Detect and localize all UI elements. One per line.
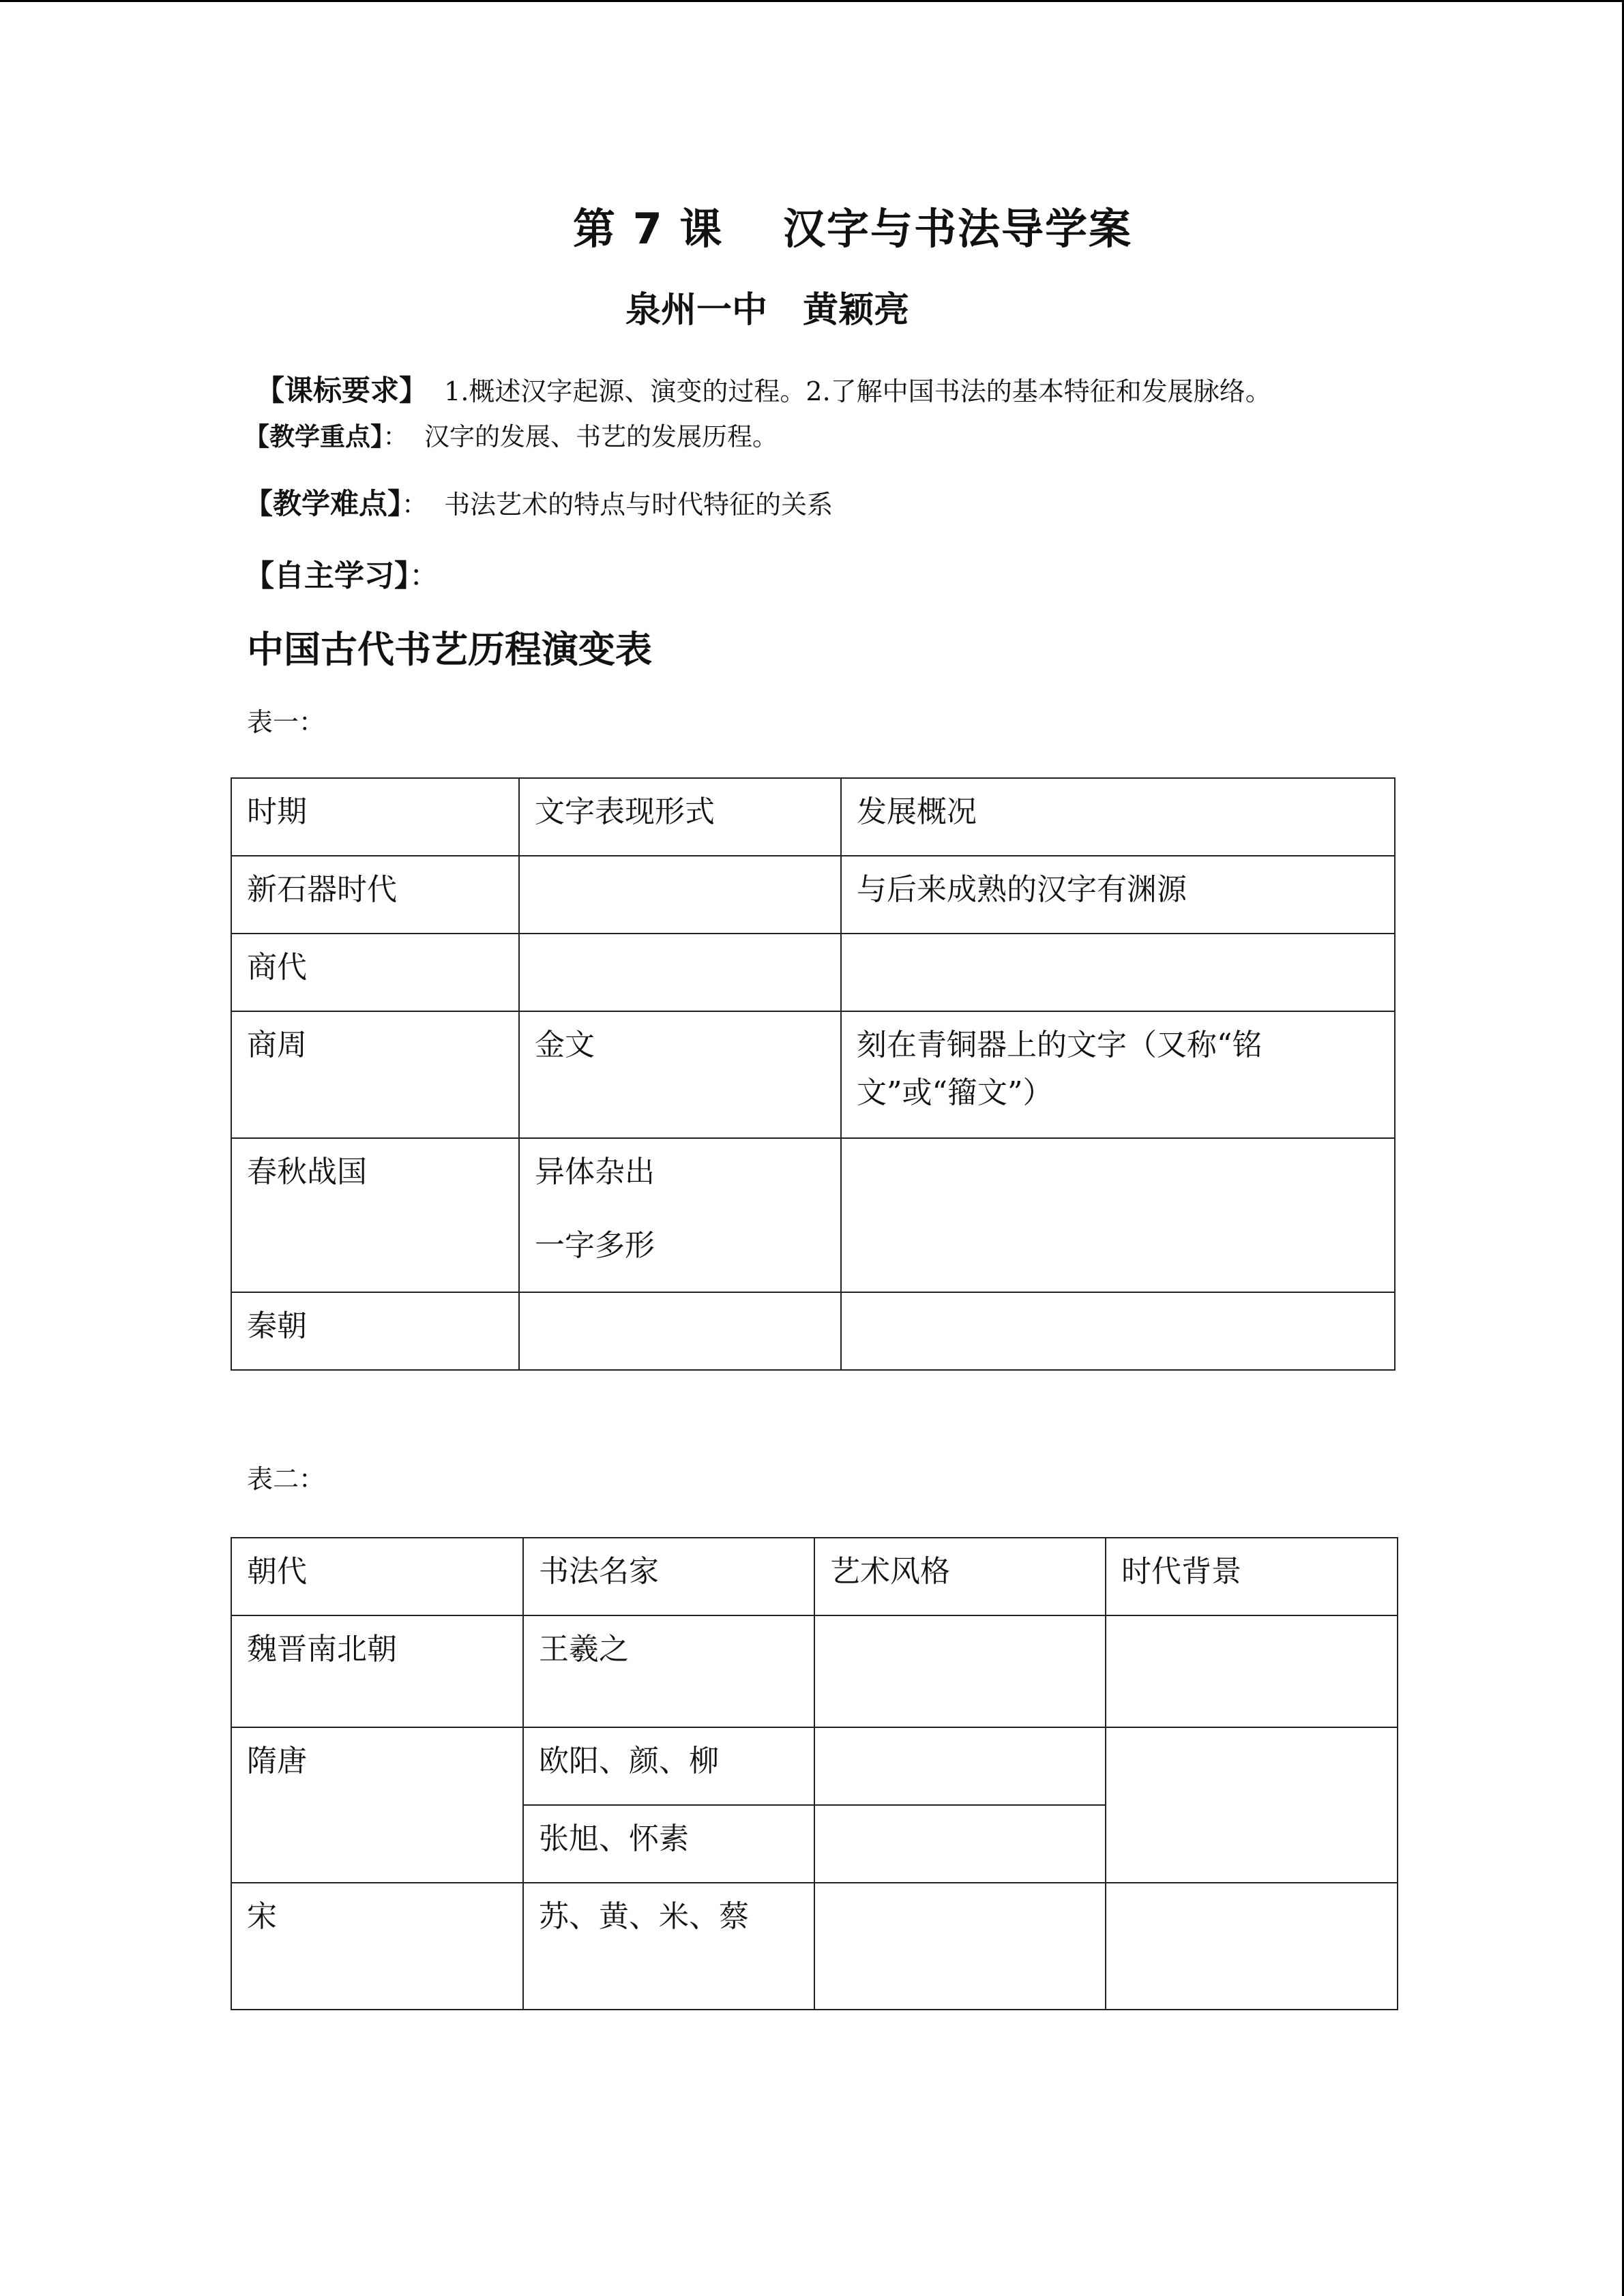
table1-header-cell: 文字表现形式 xyxy=(519,778,841,856)
difficulty-line xyxy=(244,481,833,522)
table-row xyxy=(231,1727,1398,1805)
table-cell xyxy=(519,856,841,934)
focus-text: ： 汉字的发展、书艺的发展历程。 xyxy=(383,422,778,451)
section-title: 中国古代书艺历程演变表 xyxy=(247,628,652,671)
table2-label: 表二： xyxy=(247,1464,325,1494)
table-cell xyxy=(1106,1615,1398,1727)
table-cell: 春秋战国 xyxy=(231,1138,519,1292)
table-cell xyxy=(814,1615,1106,1727)
table-row xyxy=(231,856,1395,934)
table-cell: 商周 xyxy=(231,1011,519,1138)
table-cell xyxy=(841,934,1395,1011)
table-row xyxy=(231,1883,1398,2010)
requirements-text: 1.概述汉字起源、演变的过程。2.了解中国书法的基本特征和发展脉络。 xyxy=(428,376,1271,406)
table-cell: 宋 xyxy=(231,1883,523,2010)
self-study-label: 【自主学习】 xyxy=(244,558,409,593)
table1 xyxy=(231,777,1396,1371)
table-cell xyxy=(814,1727,1106,1805)
table-row xyxy=(231,934,1395,1011)
table-row xyxy=(231,1615,1398,1727)
table2-header-cell: 时代背景 xyxy=(1106,1538,1398,1615)
self-study-suffix: ： xyxy=(409,558,439,593)
table-cell xyxy=(519,1138,841,1292)
table-cell: 商代 xyxy=(231,934,519,1011)
table2-header-cell: 艺术风格 xyxy=(814,1538,1106,1615)
focus-label: 【教学重点】 xyxy=(244,422,383,451)
table-cell: 欧阳、颜、柳 xyxy=(523,1727,814,1805)
table2 xyxy=(231,1537,1398,2010)
table2-header-cell: 朝代 xyxy=(231,1538,523,1615)
table-cell xyxy=(814,1805,1106,1883)
table1-header-cell: 发展概况 xyxy=(841,778,1395,856)
page-title: 第 7 课 汉字与书法导学案 xyxy=(573,204,1132,254)
table-cell: 与后来成熟的汉字有渊源 xyxy=(841,856,1395,934)
table-cell: 秦朝 xyxy=(231,1292,519,1370)
page-border-top xyxy=(0,0,1624,2)
page-subtitle: 泉州一中 黄颖亮 xyxy=(625,290,909,331)
difficulty-text: ： 书法艺术的特点与时代特征的关系 xyxy=(402,490,833,520)
table2-header-row xyxy=(231,1538,1398,1615)
table-cell xyxy=(841,1138,1395,1292)
table2-header-cell: 书法名家 xyxy=(523,1538,814,1615)
requirements-line xyxy=(256,368,1271,409)
table-cell xyxy=(519,1292,841,1370)
table-cell-line: 一字多形 xyxy=(535,1228,655,1263)
table-row xyxy=(231,1138,1395,1292)
table-cell: 刻在青铜器上的文字（又称“铭文”或“籀文”） xyxy=(841,1011,1395,1138)
difficulty-label: 【教学难点】 xyxy=(244,487,402,520)
requirements-label: 【课标要求】 xyxy=(256,374,428,407)
focus-line xyxy=(244,416,778,453)
table1-header-cell: 时期 xyxy=(231,778,519,856)
table1-header-row xyxy=(231,778,1395,856)
table-cell-line: 异体杂出 xyxy=(535,1154,655,1189)
table-cell: 新石器时代 xyxy=(231,856,519,934)
table-cell: 隋唐 xyxy=(231,1727,523,1883)
table-cell xyxy=(841,1292,1395,1370)
table-row xyxy=(231,1292,1395,1370)
table-cell: 王羲之 xyxy=(523,1615,814,1727)
table-cell: 金文 xyxy=(519,1011,841,1138)
table1-label: 表一： xyxy=(247,707,325,737)
table-cell xyxy=(1106,1883,1398,2010)
table-cell: 魏晋南北朝 xyxy=(231,1615,523,1727)
table-row xyxy=(231,1011,1395,1138)
table-cell: 苏、黄、米、蔡 xyxy=(523,1883,814,2010)
table-cell xyxy=(1106,1727,1398,1883)
self-study-line xyxy=(244,551,439,595)
table-cell xyxy=(814,1883,1106,2010)
table-cell xyxy=(519,934,841,1011)
table-cell: 张旭、怀素 xyxy=(523,1805,814,1883)
